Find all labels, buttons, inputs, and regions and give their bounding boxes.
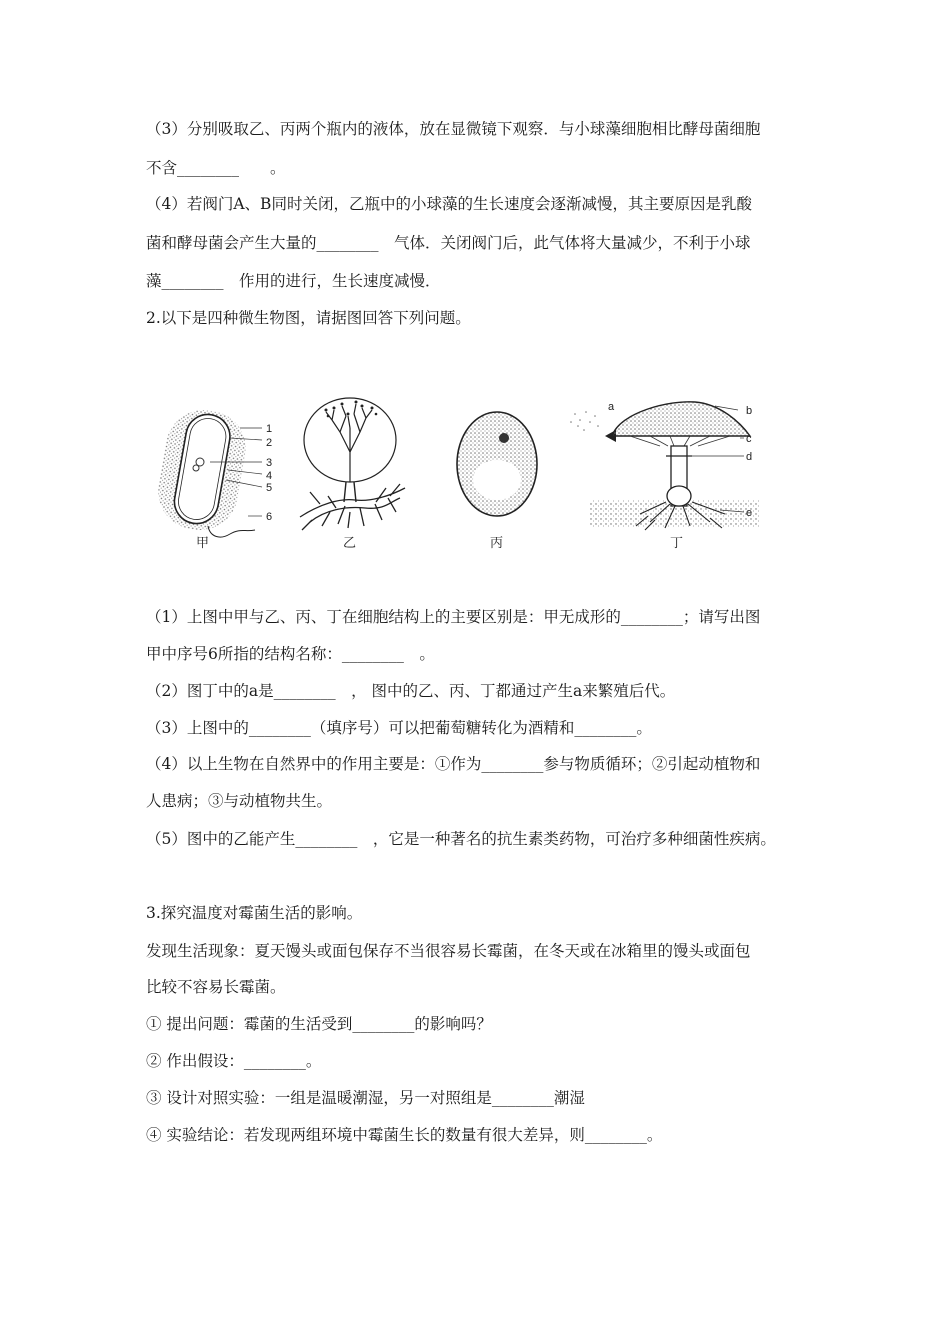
- label-1: 1: [266, 423, 273, 435]
- penicillium-yi: [300, 398, 405, 551]
- label-d: d: [746, 451, 753, 463]
- bacterium-jia: [152, 404, 272, 551]
- label-6: 6: [266, 511, 273, 523]
- text-line: 比较不容易长霉菌。: [146, 978, 286, 996]
- yeast-bing: [457, 412, 537, 551]
- text-line: （3）上图中的________（填序号）可以把葡萄糖转化为酒精和________。: [146, 719, 652, 737]
- label-e: e: [746, 507, 753, 519]
- caption-jia: 甲: [196, 536, 210, 551]
- text-line: 菌和酵母菌会产生大量的________ 气体．关闭阀门后，此气体将大量减少，不利于小球: [146, 234, 751, 252]
- text-line: （1）上图中甲与乙、丙、丁在细胞结构上的主要区别是：甲无成形的________；请写出图: [146, 608, 761, 626]
- label-5: 5: [266, 482, 273, 494]
- caption-bing: 丙: [490, 536, 504, 551]
- text-line: ② 作出假设：________。: [146, 1052, 322, 1070]
- label-c: c: [746, 433, 752, 445]
- text-line: 发现生活现象：夏天馒头或面包保存不当很容易长霉菌，在冬天或在冰箱里的馒头或面包: [146, 942, 751, 960]
- text-line: （2）图丁中的a是________ ， 图中的乙、丙、丁都通过产生a来繁殖后代。: [146, 682, 676, 700]
- text-line: 甲中序号6所指的结构名称：________ 。: [146, 645, 435, 663]
- label-4: 4: [266, 470, 273, 482]
- microbe-figure-svg: [150, 392, 790, 552]
- text-line: （3）分别吸取乙、丙两个瓶内的液体，放在显微镜下观察．与小球藻细胞相比酵母菌细胞: [146, 120, 761, 138]
- microbe-figure: [150, 392, 790, 552]
- mushroom-ding: [570, 401, 760, 551]
- text-line: 人患病；③与动植物共生。: [146, 792, 333, 810]
- label-a: a: [608, 401, 615, 413]
- text-line: 藻________ 作用的进行，生长速度减慢．: [146, 272, 441, 290]
- label-2: 2: [266, 437, 273, 449]
- question-heading: 3.探究温度对霉菌生活的影响。: [146, 904, 363, 922]
- text-line: 不含________ 。: [146, 159, 286, 177]
- caption-ding: 丁: [670, 536, 684, 551]
- label-b: b: [746, 405, 753, 417]
- text-line: （4）若阀门A、B同时关闭，乙瓶中的小球藻的生长速度会逐渐减慢，其主要原因是乳酸: [146, 195, 752, 213]
- label-3: 3: [266, 457, 273, 469]
- text-line: ① 提出问题：霉菌的生活受到________的影响吗？: [146, 1015, 492, 1033]
- text-line: ④ 实验结论：若发现两组环境中霉菌生长的数量有很大差异，则________。: [146, 1126, 663, 1144]
- text-line: （5）图中的乙能产生________ ，它是一种著名的抗生素类药物，可治疗多种细菌性疾病。: [146, 830, 776, 848]
- text-line: ③ 设计对照实验：一组是温暖潮湿，另一对照组是________潮湿: [146, 1089, 585, 1107]
- question-heading: 2.以下是四种微生物图，请据图回答下列问题。: [146, 309, 471, 327]
- caption-yi: 乙: [343, 536, 357, 551]
- text-line: （4）以上生物在自然界中的作用主要是：①作为________参与物质循环；②引起动植物和: [146, 755, 761, 773]
